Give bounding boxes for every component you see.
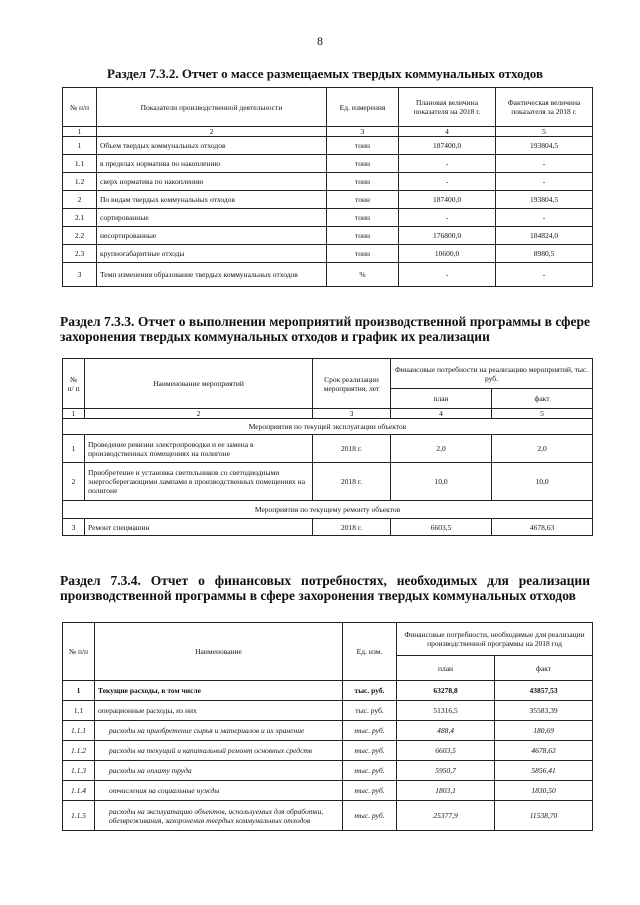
row-fact: 193804,5	[496, 191, 593, 209]
column-number: 3	[327, 127, 399, 137]
row-name: сверх норматива по накоплению	[97, 173, 327, 191]
row-fact: 10,0	[492, 463, 593, 501]
row-number: 1.2	[63, 173, 97, 191]
table-row	[63, 801, 593, 831]
row-fact: -	[496, 209, 593, 227]
table-row	[63, 781, 593, 801]
row-name: в пределах норматива по накоплению	[97, 155, 327, 173]
header-fact: Фактическая величина показателя за 2018 г.	[496, 88, 593, 127]
row-unit: тонн	[327, 155, 399, 173]
row-plan: 10,0	[391, 463, 492, 501]
row-fact: 4678,63	[492, 519, 593, 536]
row-plan: 5950,7	[397, 761, 495, 781]
row-unit: тыс. руб.	[343, 781, 397, 801]
table-row	[63, 137, 593, 155]
row-name: Текущие расходы, в том числе	[95, 681, 343, 701]
header-finance: Финансовые потребности, необходимые для реализации производственной программы на 2018 год	[397, 623, 593, 656]
row-plan: -	[399, 173, 496, 191]
header-number: № п/ п	[63, 359, 85, 409]
table-row	[63, 209, 593, 227]
row-unit: тыс. руб.	[343, 721, 397, 741]
column-number: 5	[492, 409, 593, 419]
row-number: 2	[63, 191, 97, 209]
row-name: расходы на текущий и капитальный ремонт основных средств	[95, 741, 343, 761]
table-row	[63, 245, 593, 263]
row-unit: тонн	[327, 245, 399, 263]
row-plan: 176800,0	[399, 227, 496, 245]
row-fact: 8980,5	[496, 245, 593, 263]
row-name: расходы на приобретение сырья и материалов и их хранение	[95, 721, 343, 741]
table-row	[63, 741, 593, 761]
section-7-3-4-heading: Раздел 7.3.4. Отчет о финансовых потребностях, необходимых для реализации производственной программы в сфере захоронения твердых коммунальных отходов	[60, 573, 590, 603]
column-number: 5	[496, 127, 593, 137]
table-row	[63, 435, 593, 463]
row-plan: 6603,5	[397, 741, 495, 761]
row-unit: тыс. руб.	[343, 681, 397, 701]
group-header-operation: Мероприятия по текущей эксплуатации объектов	[63, 419, 593, 435]
row-number: 1	[63, 137, 97, 155]
page-number: 8	[317, 34, 323, 48]
row-plan: 488,4	[397, 721, 495, 741]
header-plan: план	[397, 656, 495, 681]
row-name: Ремонт спецмашин	[85, 519, 313, 536]
row-fact: 4678,63	[495, 741, 593, 761]
row-number: 1.1.1	[63, 721, 95, 741]
financial-needs-table	[62, 622, 593, 831]
table-row	[63, 681, 593, 701]
header-term: Срок реализации мероприятия, лет	[313, 359, 391, 409]
row-fact: 2,0	[492, 435, 593, 463]
row-unit: тонн	[327, 227, 399, 245]
row-unit: %	[327, 263, 399, 287]
row-plan: 10600,0	[399, 245, 496, 263]
column-number: 1	[63, 127, 97, 137]
table-row	[63, 701, 593, 721]
group-header-repair: Мероприятия по текущему ремонту объектов	[63, 501, 593, 519]
row-number: 3	[63, 519, 85, 536]
table-row	[63, 263, 593, 287]
column-number: 4	[399, 127, 496, 137]
row-fact: 1830,50	[495, 781, 593, 801]
table-row	[63, 463, 593, 501]
row-number: 1	[63, 435, 85, 463]
row-name: Объем твердых коммунальных отходов	[97, 137, 327, 155]
row-number: 1.1.3	[63, 761, 95, 781]
row-fact: 180,69	[495, 721, 593, 741]
row-number: 1.1.4	[63, 781, 95, 801]
row-plan: 187400,0	[399, 137, 496, 155]
row-plan: 187400,0	[399, 191, 496, 209]
row-name: крупногабаритные отходы	[97, 245, 327, 263]
header-activity-name: Наименование мероприятий	[85, 359, 313, 409]
row-name: По видам твердых коммунальных отходов	[97, 191, 327, 209]
row-name: расходы на оплату труда	[95, 761, 343, 781]
row-number: 2.3	[63, 245, 97, 263]
header-indicator: Показатели производственной деятельности	[97, 88, 327, 127]
row-number: 1.1.2	[63, 741, 95, 761]
row-fact: 193804,5	[496, 137, 593, 155]
row-fact: 35583,39	[495, 701, 593, 721]
header-number: № п/п	[63, 88, 97, 127]
column-number: 3	[313, 409, 391, 419]
row-name: отчисления на социальные нужды	[95, 781, 343, 801]
row-fact: 43857,53	[495, 681, 593, 701]
column-number: 4	[391, 409, 492, 419]
row-name: расходы на эксплуатацию объектов, используемых для обработки, обезвреживания, захоронения твердых коммунальных отходов	[95, 801, 343, 831]
row-number: 1.1.5	[63, 801, 95, 831]
row-fact: -	[496, 155, 593, 173]
row-term: 2018 г.	[313, 463, 391, 501]
table-row	[63, 519, 593, 536]
table-row	[63, 721, 593, 741]
row-name: Темп изменения образование твердых коммунальных отходов	[97, 263, 327, 287]
row-unit: тыс. руб.	[343, 741, 397, 761]
row-number: 1.1	[63, 155, 97, 173]
row-plan: -	[399, 263, 496, 287]
header-finance: Финансовые потребности на реализацию мероприятий, тыс. руб.	[391, 359, 593, 389]
row-number: 1	[63, 681, 95, 701]
row-name: несортированные	[97, 227, 327, 245]
row-unit: тыс. руб.	[343, 801, 397, 831]
row-plan: 25377,9	[397, 801, 495, 831]
header-number: № п/п	[63, 623, 95, 681]
header-name: Наименование	[95, 623, 343, 681]
row-plan: 6603,5	[391, 519, 492, 536]
row-plan: 2,0	[391, 435, 492, 463]
row-name: Проведение ревизии электропроводки и ее замена в производственных помещениях на полигоне	[85, 435, 313, 463]
row-fact: -	[496, 263, 593, 287]
header-unit: Ед. изм.	[343, 623, 397, 681]
table-row	[63, 173, 593, 191]
row-unit: тонн	[327, 137, 399, 155]
row-unit: тонн	[327, 191, 399, 209]
header-unit: Ед. измерения	[327, 88, 399, 127]
row-unit: тонн	[327, 209, 399, 227]
row-plan: 1803,1	[397, 781, 495, 801]
table-row	[63, 191, 593, 209]
row-plan: -	[399, 209, 496, 227]
row-fact: 11538,70	[495, 801, 593, 831]
row-plan: 63278,8	[397, 681, 495, 701]
header-fact: факт	[492, 389, 593, 409]
row-plan: -	[399, 155, 496, 173]
row-term: 2018 г.	[313, 435, 391, 463]
row-number: 1.1	[63, 701, 95, 721]
row-unit: тыс. руб.	[343, 701, 397, 721]
table-row	[63, 761, 593, 781]
row-name: Приобретение и установка светильников со светодиодными энергосберегающими лампами в производственных помещениях на полигоне	[85, 463, 313, 501]
header-fact: факт	[495, 656, 593, 681]
header-plan: план	[391, 389, 492, 409]
section-7-3-3-heading: Раздел 7.3.3. Отчет о выполнении мероприятий производственной программы в сфере захоронения твердых коммунальных отходов и график их реализации	[60, 314, 590, 344]
row-number: 2.2	[63, 227, 97, 245]
row-fact: 184824,0	[496, 227, 593, 245]
row-name: сортированные	[97, 209, 327, 227]
row-unit: тыс. руб.	[343, 761, 397, 781]
row-plan: 51316,5	[397, 701, 495, 721]
column-number: 2	[97, 127, 327, 137]
row-fact: -	[496, 173, 593, 191]
header-plan: Плановая величина показателя на 2018 г.	[399, 88, 496, 127]
row-number: 3	[63, 263, 97, 287]
table-row	[63, 155, 593, 173]
row-number: 2.1	[63, 209, 97, 227]
row-term: 2018 г.	[313, 519, 391, 536]
column-number: 2	[85, 409, 313, 419]
table-row	[63, 227, 593, 245]
solid-waste-mass-table	[62, 87, 593, 287]
row-number: 2	[63, 463, 85, 501]
row-unit: тонн	[327, 173, 399, 191]
row-name: операционные расходы, из них	[95, 701, 343, 721]
column-number: 1	[63, 409, 85, 419]
section-7-3-2-heading: Раздел 7.3.2. Отчет о массе размещаемых твердых коммунальных отходов	[107, 66, 543, 81]
activities-table	[62, 358, 593, 536]
row-fact: 5856,41	[495, 761, 593, 781]
